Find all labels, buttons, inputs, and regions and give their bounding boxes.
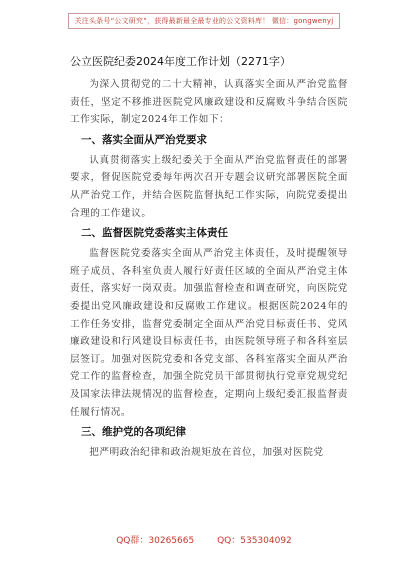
section-body-2: 监督医院党委落实全面从严治党主体责任，及时提醒领导班子成员、各科室负责人履行好责任区域的全面从严治党主体责任，落实好一岗双责。加强监督检查和调查研究，向医院党委提出党风廉政建设和反腐败工作建议。根据医院2024年的工作任务安排，监督党委制定全面从严治党目标责任书、党风廉政建设和行风建设目标责任书，由医院领导班子和各科室层层签订。加强对医院党委和各党支部、各科室落实全面从严治党工作的监督检查，加强全院党员干部贯彻执行党章党规党纪及国家法律法规情况的监督检查，定期向上级纪委汇报监督责任履行情况。: [70, 248, 348, 418]
section-body-1: 认真贯彻落实上级纪委关于全面从严治党监督责任的部署要求，督促医院党委每年两次召开专题会议研究部署医院全面从严治党工作，并结合医院监督执纪工作实际，向院党委提出合理的工作建议。: [70, 154, 348, 219]
footer-qq-group: QQ群：30265665: [116, 536, 195, 546]
banner-text: 关注头条号“公文研究”，获得最新最全最专业的公文资料库！ 微信：gongwenyj: [68, 13, 341, 29]
intro-paragraph: 为深入贯彻党的二十大精神，认真落实全面从严治党监督责任，坚定不移推进医院党风廉政建设和反腐败斗争结合医院工作实际，制定2024年工作如下：: [70, 79, 348, 126]
document-body: [70, 54, 348, 462]
section-heading-1: 一、落实全面从严治党要求: [81, 133, 207, 146]
section-body-3: 把严明政治纪律和政治规矩放在首位，加强对医院党: [89, 447, 324, 459]
footer-contact: [0, 533, 408, 546]
document-title: 公立医院纪委2024年度工作计划（2271字）: [70, 55, 291, 68]
section-heading-2: 二、监督医院党委落实主体责任: [81, 227, 228, 240]
footer-qq: QQ：535304092: [217, 536, 292, 546]
header-banner: [0, 8, 408, 29]
section-heading-3: 三、维护党的各项纪律: [81, 426, 186, 439]
